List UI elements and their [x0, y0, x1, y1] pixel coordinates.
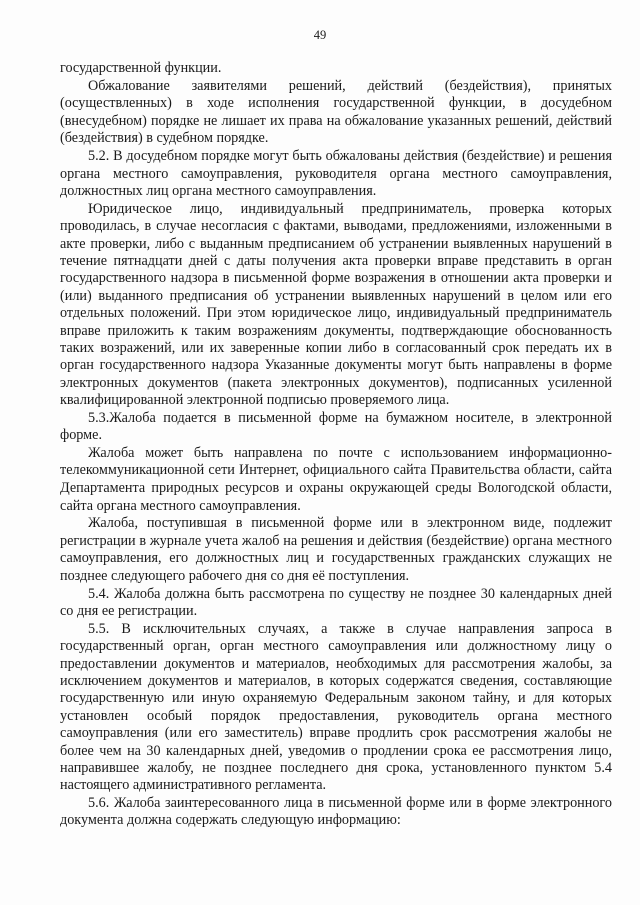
document-body	[60, 60, 612, 830]
page-number: 49	[313, 28, 327, 42]
paragraph-submission-channels: Жалоба может быть направлена по почте с использованием информационно-телекоммуникационной сети Интернет, официального сайта Правительства области, сайта Департамента природных ресурсов и охраны окружающей среды Вологодской области, сайта органа местного самоуправления.	[60, 444, 612, 514]
paragraph-5-5: 5.5. В исключительных случаях, а также в случае направления запроса в государственный орган, орган местного самоуправления или должностному лицу о предоставлении документов и материалов, необходимых для рассмотрения жалобы, за исключением документов и материалов, в которых содержатся сведения, составляющие государственную или иную охраняемую Федеральным законом тайну, и для которых установлен особый порядок предоставления, руководитель органа местного самоуправления (или его заместитель) вправе продлить срок рассмотрения жалобы не более чем на 30 календарных дней, уведомив о продлении срока ее рассмотрения лицо, направившее жалобу, не позднее последнего дня срока, установленного пунктом 5.4 настоящего административного регламента.	[60, 620, 612, 794]
paragraph-continuation: государственной функции.	[60, 60, 222, 76]
paragraph-5-6: 5.6. Жалоба заинтересованного лица в письменной форме или в форме электронного документа должна содержать следующую информацию:	[60, 794, 612, 829]
paragraph-objections: Юридическое лицо, индивидуальный предприниматель, проверка которых проводилась, в случае несогласия с фактами, выводами, предложениями, изложенными в акте проверки, либо с выданным предписанием об устранении выявленных нарушений в течение пятнадцати дней с даты получения акта проверки вправе представить в орган государственного надзора в письменной форме возражения в отношении акта проверки и (или) выданного предписания об устранении выявленных нарушений в целом или его отдельных положений. При этом юридическое лицо, индивидуальный предприниматель вправе приложить к таким возражениям документы, подтверждающие обоснованность таких возражений, или их заверенные копии либо в согласованный срок передать их в орган государственного надзора Указанные документы могут быть направлены в форме электронных документов (пакета электронных документов), подписанных усиленной квалифицированной электронной подписью проверяемого лица.	[60, 200, 612, 409]
paragraph-registration: Жалоба, поступившая в письменной форме или в электронном виде, подлежит регистрации в журнале учета жалоб на решения и действия (бездействие) органа местного самоуправления, его должностных лиц и государственных гражданских служащих не позднее следующего рабочего дня со дня её поступления.	[60, 515, 612, 584]
paragraph-5-4: 5.4. Жалоба должна быть рассмотрена по существу не позднее 30 календарных дней со дня ее регистрации.	[60, 585, 612, 620]
paragraph-5-2: 5.2. В досудебном порядке могут быть обжалованы действия (бездействие) и решения органа местного самоуправления, руководителя органа местного самоуправления, должностных лиц органа местного самоуправления.	[60, 147, 612, 200]
paragraph-5-3: 5.3.Жалоба подается в письменной форме на бумажном носителе, в электронной форме.	[60, 409, 612, 444]
paragraph-appeal-right: Обжалование заявителями решений, действий (бездействия), принятых (осуществленных) в ходе исполнения государственной функции, в досудебном (внесудебном) порядке не лишает их права на обжалование указанных решений, действий (бездействия) в судебном порядке.	[60, 77, 612, 147]
